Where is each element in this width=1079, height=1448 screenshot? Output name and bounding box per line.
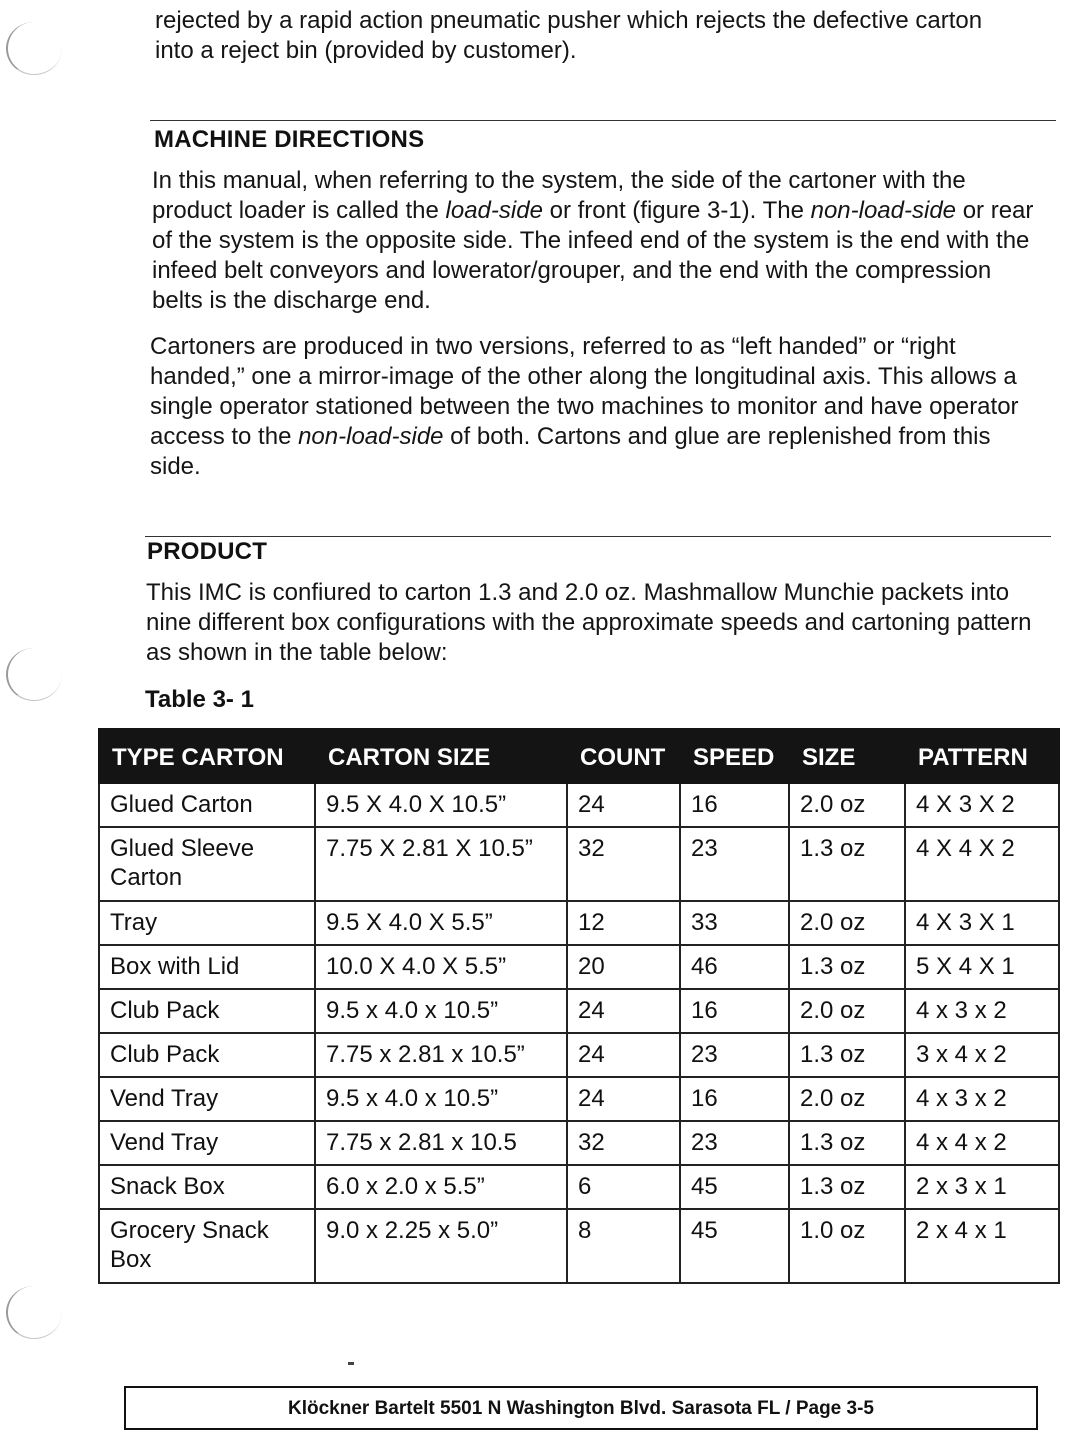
non-load-side-term: non-load-side bbox=[810, 197, 957, 224]
scan-speck bbox=[348, 1362, 354, 1365]
table-caption: Table 3- 1 bbox=[145, 686, 254, 713]
non-load-side-term: non-load-side bbox=[298, 423, 444, 450]
header-type-carton: TYPE CARTON bbox=[99, 729, 315, 783]
cell-type-carton: Club Pack bbox=[99, 989, 315, 1033]
table-row bbox=[99, 1209, 1059, 1283]
cell-speed: 23 bbox=[680, 827, 789, 901]
cell-type-carton: Grocery Snack Box bbox=[99, 1209, 315, 1283]
machine-directions-paragraph-1 bbox=[152, 166, 1047, 316]
cell-size: 2.0 oz bbox=[789, 783, 905, 827]
cell-pattern: 5 X 4 X 1 bbox=[905, 945, 1059, 989]
cell-pattern: 2 x 3 x 1 bbox=[905, 1165, 1059, 1209]
product-paragraph: This IMC is confiured to carton 1.3 and 2.0 oz. Mashmallow Munchie packets into nine different box configurations with the approximate speeds and cartoning pattern as shown in the table below: bbox=[146, 579, 1032, 666]
cell-speed: 45 bbox=[680, 1209, 789, 1283]
header-size: SIZE bbox=[789, 729, 905, 783]
cell-count: 12 bbox=[567, 901, 680, 945]
header-count: COUNT bbox=[567, 729, 680, 783]
cell-size: 2.0 oz bbox=[789, 901, 905, 945]
cell-pattern: 4 x 3 x 2 bbox=[905, 989, 1059, 1033]
cell-speed: 23 bbox=[680, 1033, 789, 1077]
section-divider bbox=[145, 536, 1051, 537]
cell-type-carton: Tray bbox=[99, 901, 315, 945]
cell-carton-size: 6.0 x 2.0 x 5.5” bbox=[315, 1165, 567, 1209]
cell-pattern: 4 x 3 x 2 bbox=[905, 1077, 1059, 1121]
binder-hole-top bbox=[6, 22, 62, 75]
cell-carton-size: 9.5 X 4.0 X 5.5” bbox=[315, 901, 567, 945]
page-footer: Klöckner Bartelt 5501 N Washington Blvd. Sarasota FL / Page 3-5 bbox=[124, 1386, 1038, 1430]
cell-size: 1.3 oz bbox=[789, 1033, 905, 1077]
section-divider bbox=[150, 120, 1056, 121]
header-carton-size: CARTON SIZE bbox=[315, 729, 567, 783]
carton-spec-table bbox=[98, 728, 1060, 1284]
cell-pattern: 4 X 3 X 2 bbox=[905, 783, 1059, 827]
binder-hole-middle bbox=[6, 648, 62, 701]
cell-type-carton: Snack Box bbox=[99, 1165, 315, 1209]
text-run: Cartoners are produced in two versions, referred to as “left handed” or “right handed,” one a mirror-image of the other along the longitudinal axis. This allows a single operator stationed between the two machines to monitor and have operator access to the bbox=[150, 333, 1019, 450]
machine-directions-paragraph-2 bbox=[150, 332, 1045, 482]
cell-size: 2.0 oz bbox=[789, 989, 905, 1033]
cell-count: 6 bbox=[567, 1165, 680, 1209]
product-heading: PRODUCT bbox=[147, 538, 268, 565]
cell-size: 1.3 oz bbox=[789, 945, 905, 989]
table-row bbox=[99, 1077, 1059, 1121]
text-run: of both. Cartons and glue are replenished from this side. bbox=[150, 423, 991, 480]
cell-carton-size: 9.5 X 4.0 X 10.5” bbox=[315, 783, 567, 827]
cell-type-carton: Glued Carton bbox=[99, 783, 315, 827]
cell-count: 32 bbox=[567, 827, 680, 901]
cell-size: 1.3 oz bbox=[789, 827, 905, 901]
table-row bbox=[99, 1165, 1059, 1209]
cell-speed: 45 bbox=[680, 1165, 789, 1209]
cell-count: 24 bbox=[567, 783, 680, 827]
cell-type-carton: Club Pack bbox=[99, 1033, 315, 1077]
text-run: or rear of the system is the opposite side. The infeed end of the system is the end with the infeed belt conveyors and lowerator/grouper, and the end with the compression belts is the discharge end. bbox=[152, 197, 1034, 314]
cell-carton-size: 7.75 X 2.81 X 10.5” bbox=[315, 827, 567, 901]
cell-type-carton: Box with Lid bbox=[99, 945, 315, 989]
table-row bbox=[99, 783, 1059, 827]
load-side-term: load-side bbox=[445, 197, 543, 224]
header-speed: SPEED bbox=[680, 729, 789, 783]
cell-size: 1.3 oz bbox=[789, 1121, 905, 1165]
table-row bbox=[99, 1121, 1059, 1165]
cell-pattern: 3 x 4 x 2 bbox=[905, 1033, 1059, 1077]
cell-speed: 16 bbox=[680, 1077, 789, 1121]
text-run: or front (figure 3-1). The bbox=[542, 197, 811, 224]
cell-count: 8 bbox=[567, 1209, 680, 1283]
table-row bbox=[99, 901, 1059, 945]
machine-directions-heading: MACHINE DIRECTIONS bbox=[154, 126, 425, 153]
cell-count: 24 bbox=[567, 989, 680, 1033]
cell-carton-size: 7.75 x 2.81 x 10.5 bbox=[315, 1121, 567, 1165]
cell-carton-size: 9.5 x 4.0 x 10.5” bbox=[315, 1077, 567, 1121]
cell-pattern: 4 X 4 X 2 bbox=[905, 827, 1059, 901]
header-pattern: PATTERN bbox=[905, 729, 1059, 783]
cell-carton-size: 9.5 x 4.0 x 10.5” bbox=[315, 989, 567, 1033]
cell-size: 1.3 oz bbox=[789, 1165, 905, 1209]
cell-speed: 16 bbox=[680, 989, 789, 1033]
cell-speed: 23 bbox=[680, 1121, 789, 1165]
cell-speed: 16 bbox=[680, 783, 789, 827]
text-run: In this manual, when referring to the system, the side of the cartoner with the product loader is called the bbox=[152, 167, 966, 224]
table-row bbox=[99, 945, 1059, 989]
cell-count: 24 bbox=[567, 1033, 680, 1077]
binder-hole-bottom bbox=[6, 1286, 62, 1339]
cell-count: 32 bbox=[567, 1121, 680, 1165]
cell-carton-size: 10.0 X 4.0 X 5.5” bbox=[315, 945, 567, 989]
cell-pattern: 4 X 3 X 1 bbox=[905, 901, 1059, 945]
cell-pattern: 2 x 4 x 1 bbox=[905, 1209, 1059, 1283]
cell-speed: 46 bbox=[680, 945, 789, 989]
cell-count: 20 bbox=[567, 945, 680, 989]
cell-type-carton: Vend Tray bbox=[99, 1077, 315, 1121]
cell-type-carton: Glued Sleeve Carton bbox=[99, 827, 315, 901]
cell-speed: 33 bbox=[680, 901, 789, 945]
table-header-row bbox=[99, 729, 1059, 783]
cell-size: 1.0 oz bbox=[789, 1209, 905, 1283]
intro-paragraph: rejected by a rapid action pneumatic pusher which rejects the defective carton into a reject bin (provided by customer). bbox=[155, 7, 983, 64]
cell-carton-size: 7.75 x 2.81 x 10.5” bbox=[315, 1033, 567, 1077]
cell-size: 2.0 oz bbox=[789, 1077, 905, 1121]
cell-carton-size: 9.0 x 2.25 x 5.0” bbox=[315, 1209, 567, 1283]
cell-type-carton: Vend Tray bbox=[99, 1121, 315, 1165]
cell-count: 24 bbox=[567, 1077, 680, 1121]
table-row bbox=[99, 1033, 1059, 1077]
table-row bbox=[99, 989, 1059, 1033]
table-row bbox=[99, 827, 1059, 901]
cell-pattern: 4 x 4 x 2 bbox=[905, 1121, 1059, 1165]
